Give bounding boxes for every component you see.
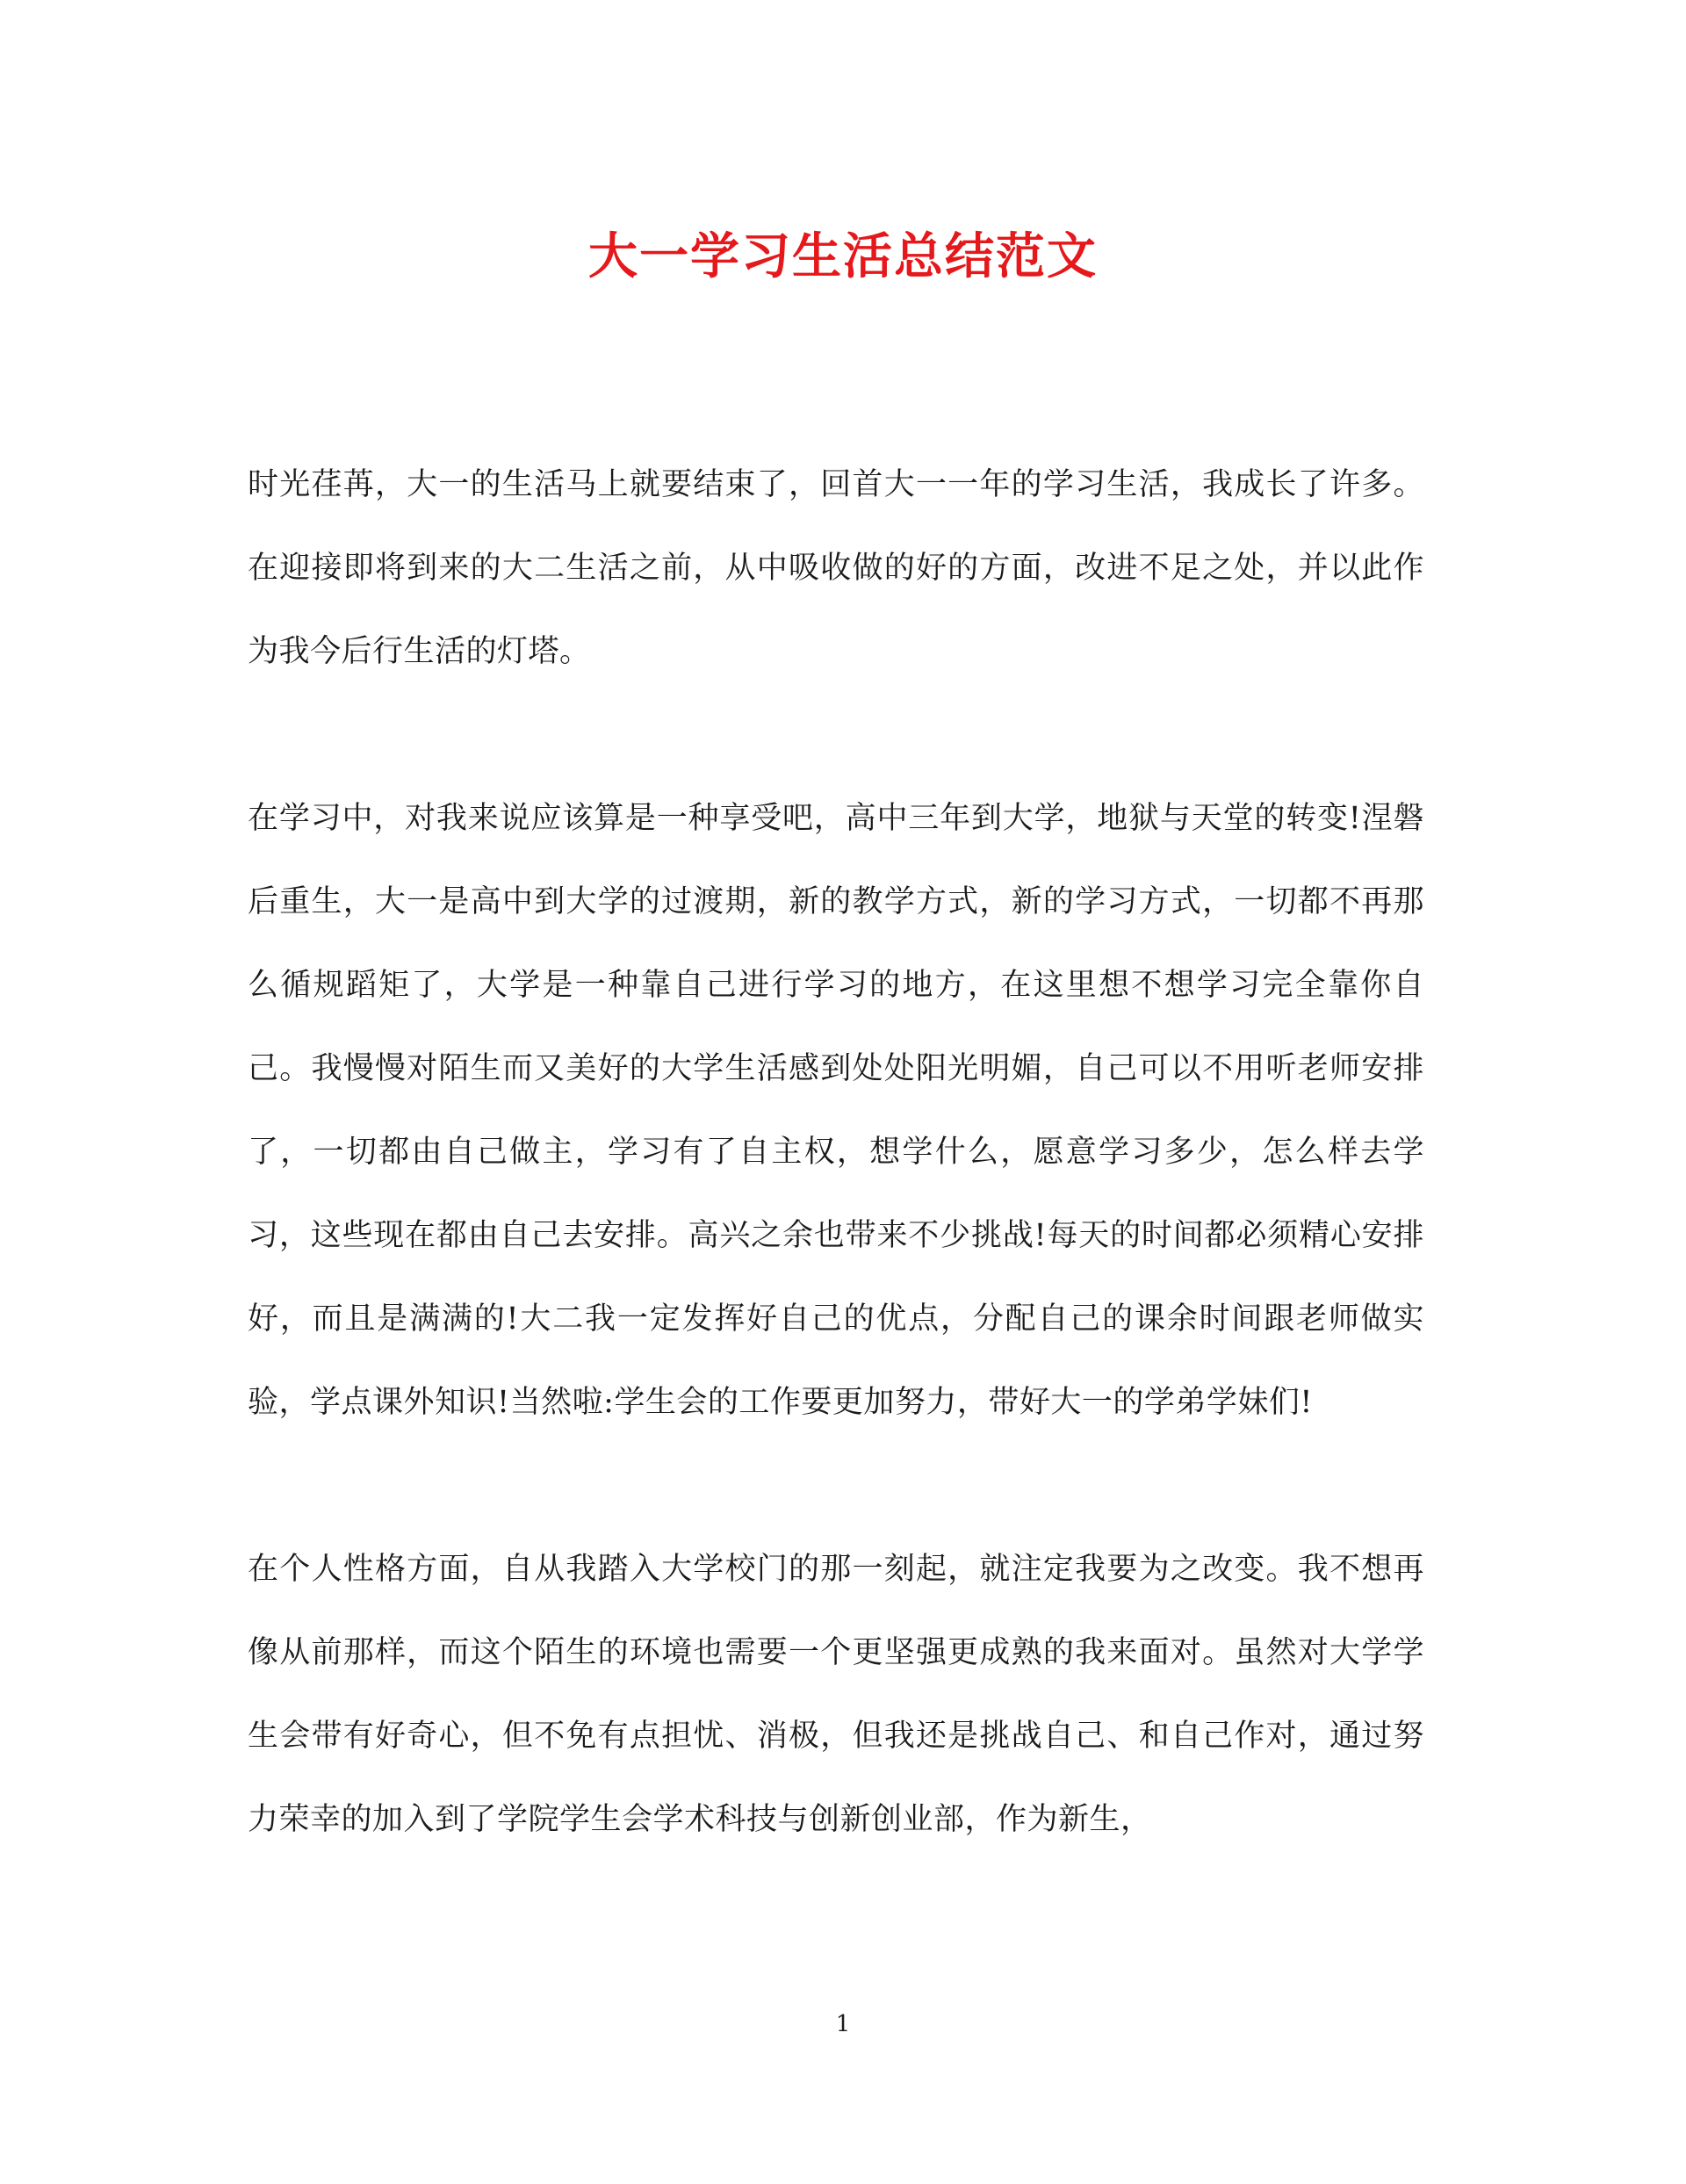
paragraph-3: 在个人性格方面，自从我踏入大学校门的那一刻起，就注定我要为之改变。我不想再像从前那样，而这个陌生的环境也需要一个更坚强更成熟的我来面对。虽然对大学学生会带有好奇心，但不免有点担忧、消极，但我还是挑战自己、和自己作对，通过努力荣幸的加入到了学院学生会学术科技与创新创业部，作为新生， xyxy=(248,1552,1424,1837)
document-title: 大一学习生活总结范文 xyxy=(588,227,1098,285)
page-number: 1 xyxy=(835,2011,851,2037)
paragraph-2: 在学习中，对我来说应该算是一种享受吧，高中三年到大学，地狱与天堂的转变!涅磐后重生，大一是高中到大学的过渡期，新的教学方式，新的学习方式，一切都不再那么循规蹈矩了，大学是一种靠自己进行学习的地方，在这里想不想学习完全靠你自己。我慢慢对陌生而又美好的大学生活感到处处阳光明媚，自己可以不用听老师安排了，一切都由自己做主，学习有了自主权，想学什么，愿意学习多少，怎么样去学习，这些现在都由自己去安排。高兴之余也带来不少挑战!每天的时间都必须精心安排好，而且是满满的!大二我一定发挥好自己的优点，分配自己的课余时间跟老师做实验，学点课外知识!当然啦:学生会的工作要更加努力，带好大一的学弟学妹们! xyxy=(248,801,1424,1420)
paragraph-1: 时光荏苒，大一的生活马上就要结束了，回首大一一年的学习生活，我成长了许多。在迎接即将到来的大二生活之前，从中吸收做的好的方面，改进不足之处，并以此作为我今后行生活的灯塔。 xyxy=(248,467,1424,669)
document-body xyxy=(248,443,1424,1862)
